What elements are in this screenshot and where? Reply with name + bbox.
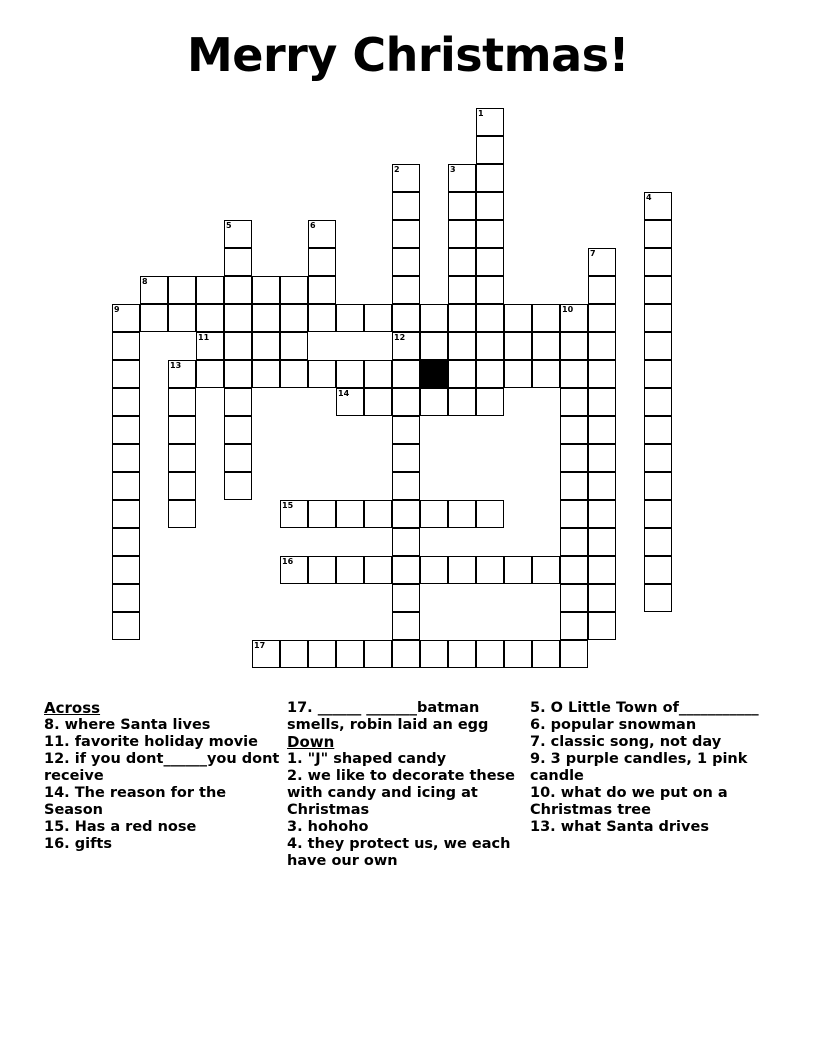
- grid-cell[interactable]: [504, 304, 532, 332]
- grid-cell[interactable]: [392, 192, 420, 220]
- grid-cell[interactable]: [476, 192, 504, 220]
- grid-cell[interactable]: [308, 640, 336, 668]
- grid-cell[interactable]: [588, 612, 616, 640]
- grid-cell[interactable]: [560, 556, 588, 584]
- grid-cell[interactable]: [420, 640, 448, 668]
- grid-cell[interactable]: [196, 276, 224, 304]
- grid-cell[interactable]: [448, 192, 476, 220]
- grid-cell-number: 15: [282, 501, 294, 510]
- grid-cell[interactable]: [560, 416, 588, 444]
- grid-cell[interactable]: [112, 556, 140, 584]
- grid-cell[interactable]: [252, 276, 280, 304]
- grid-cell[interactable]: [644, 556, 672, 584]
- grid-cell[interactable]: [336, 388, 364, 416]
- grid-cell-number: 6: [310, 221, 316, 230]
- grid-cell[interactable]: [392, 640, 420, 668]
- grid-cell[interactable]: [392, 388, 420, 416]
- grid-cell[interactable]: [252, 640, 280, 668]
- grid-cell[interactable]: [392, 220, 420, 248]
- grid-cell[interactable]: [308, 276, 336, 304]
- grid-cell[interactable]: [224, 388, 252, 416]
- grid-cell[interactable]: [560, 332, 588, 360]
- grid-cell[interactable]: [644, 360, 672, 388]
- grid-cell[interactable]: [112, 584, 140, 612]
- grid-cell[interactable]: [588, 360, 616, 388]
- grid-cell[interactable]: [560, 612, 588, 640]
- grid-cell[interactable]: [168, 276, 196, 304]
- grid-cell[interactable]: [560, 528, 588, 556]
- grid-cell[interactable]: [560, 388, 588, 416]
- grid-cell[interactable]: [392, 276, 420, 304]
- grid-cell[interactable]: [476, 220, 504, 248]
- grid-cell[interactable]: [588, 500, 616, 528]
- clue-across-16: 16. gifts: [44, 836, 112, 852]
- grid-cell[interactable]: [476, 248, 504, 276]
- clue-down-3: 3. hohoho: [287, 819, 369, 835]
- grid-cell[interactable]: [644, 416, 672, 444]
- grid-cell[interactable]: [224, 276, 252, 304]
- grid-cell[interactable]: [196, 332, 224, 360]
- grid-cell[interactable]: [476, 640, 504, 668]
- grid-cell[interactable]: [644, 220, 672, 248]
- grid-cell[interactable]: [112, 528, 140, 556]
- grid-cell-number: 17: [254, 641, 266, 650]
- clues-column-down-right: [530, 700, 774, 836]
- grid-cell-number: 14: [338, 389, 350, 398]
- grid-cell[interactable]: [476, 556, 504, 584]
- clues-column-middle: [287, 700, 527, 870]
- down-heading: Down: [287, 733, 335, 751]
- across-heading: Across: [44, 699, 101, 717]
- grid-cell[interactable]: [168, 360, 196, 388]
- grid-cell[interactable]: [420, 304, 448, 332]
- grid-cell[interactable]: [504, 360, 532, 388]
- grid-cell[interactable]: [364, 360, 392, 388]
- grid-cell[interactable]: [308, 304, 336, 332]
- grid-cell[interactable]: [392, 584, 420, 612]
- grid-cell[interactable]: [168, 416, 196, 444]
- grid-cell[interactable]: [420, 500, 448, 528]
- grid-cell[interactable]: [588, 276, 616, 304]
- clue-down-9: 9. 3 purple candles, 1 pink candle: [530, 751, 748, 784]
- clue-down-4: 4. they protect us, we each have our own: [287, 836, 511, 869]
- grid-cell[interactable]: [448, 640, 476, 668]
- grid-cell[interactable]: [448, 164, 476, 192]
- grid-cell[interactable]: [644, 500, 672, 528]
- grid-cell[interactable]: [308, 248, 336, 276]
- grid-cell[interactable]: [364, 556, 392, 584]
- grid-cell[interactable]: [336, 360, 364, 388]
- grid-cell[interactable]: [392, 416, 420, 444]
- grid-cell-number: 5: [226, 221, 232, 230]
- grid-cell[interactable]: [392, 164, 420, 192]
- grid-cell[interactable]: [588, 332, 616, 360]
- grid-cell-number: 4: [646, 193, 652, 202]
- grid-cell-number: 3: [450, 165, 456, 174]
- clue-down-5: 5. O Little Town of___________: [530, 700, 759, 716]
- clue-across-8: 8. where Santa lives: [44, 717, 211, 733]
- clue-down-1: 1. "J" shaped candy: [287, 751, 447, 767]
- grid-cell[interactable]: [644, 388, 672, 416]
- grid-cell[interactable]: [280, 304, 308, 332]
- grid-cell[interactable]: [476, 164, 504, 192]
- grid-cell[interactable]: [112, 304, 140, 332]
- grid-cell[interactable]: [224, 248, 252, 276]
- grid-cell-number: 2: [394, 165, 400, 174]
- grid-cell[interactable]: [224, 472, 252, 500]
- grid-cell[interactable]: [112, 332, 140, 360]
- grid-cell[interactable]: [364, 388, 392, 416]
- grid-cell[interactable]: [308, 556, 336, 584]
- grid-cell[interactable]: [644, 528, 672, 556]
- grid-cell[interactable]: [448, 276, 476, 304]
- grid-cell[interactable]: [448, 220, 476, 248]
- clue-down-10: 10. what do we put on a Christmas tree: [530, 785, 728, 818]
- grid-cell[interactable]: [280, 556, 308, 584]
- grid-cell[interactable]: [560, 640, 588, 668]
- clue-across-12: 12. if you dont______you dont receive: [44, 751, 280, 784]
- grid-cell-number: 12: [394, 333, 406, 342]
- grid-cell[interactable]: [448, 360, 476, 388]
- grid-cell[interactable]: [532, 304, 560, 332]
- grid-cell[interactable]: [560, 500, 588, 528]
- grid-cell[interactable]: [224, 360, 252, 388]
- grid-cell[interactable]: [560, 584, 588, 612]
- grid-cell[interactable]: [308, 360, 336, 388]
- grid-cell[interactable]: [336, 304, 364, 332]
- grid-cell[interactable]: [532, 332, 560, 360]
- grid-cell[interactable]: [588, 248, 616, 276]
- grid-cell-number: 8: [142, 277, 148, 286]
- grid-cell[interactable]: [280, 360, 308, 388]
- clues-column-across: [44, 700, 284, 853]
- grid-cell[interactable]: [560, 360, 588, 388]
- clue-across-11: 11. favorite holiday movie: [44, 734, 258, 750]
- grid-cell[interactable]: [112, 360, 140, 388]
- grid-cell[interactable]: [308, 500, 336, 528]
- grid-cell[interactable]: [392, 500, 420, 528]
- grid-cell[interactable]: [112, 612, 140, 640]
- grid-cell[interactable]: [168, 388, 196, 416]
- grid-cell[interactable]: [420, 388, 448, 416]
- grid-cell[interactable]: [476, 360, 504, 388]
- grid-cell[interactable]: [308, 220, 336, 248]
- grid-cell[interactable]: [448, 500, 476, 528]
- grid-cell[interactable]: [196, 304, 224, 332]
- grid-cell[interactable]: [504, 556, 532, 584]
- grid-cell[interactable]: [224, 220, 252, 248]
- clue-across-14: 14. The reason for the Season: [44, 785, 227, 818]
- grid-cell-number: 1: [478, 109, 484, 118]
- grid-cell[interactable]: [560, 304, 588, 332]
- grid-cell[interactable]: [476, 304, 504, 332]
- grid-cell[interactable]: [280, 640, 308, 668]
- grid-cell[interactable]: [392, 332, 420, 360]
- page-title: Merry Christmas!: [186, 28, 629, 82]
- grid-cell[interactable]: [644, 304, 672, 332]
- grid-cell[interactable]: [224, 444, 252, 472]
- grid-cell[interactable]: [532, 640, 560, 668]
- grid-cell[interactable]: [644, 332, 672, 360]
- grid-cell[interactable]: [448, 304, 476, 332]
- clues-section: [44, 700, 774, 970]
- grid-cell[interactable]: [392, 612, 420, 640]
- grid-cell[interactable]: [364, 304, 392, 332]
- grid-cell[interactable]: [392, 304, 420, 332]
- grid-cell[interactable]: [448, 332, 476, 360]
- grid-cell[interactable]: [392, 444, 420, 472]
- grid-cell[interactable]: [476, 332, 504, 360]
- crossword-grid: [0, 100, 816, 700]
- grid-cell[interactable]: [168, 444, 196, 472]
- grid-cell-number: 10: [562, 305, 574, 314]
- grid-cell[interactable]: [392, 472, 420, 500]
- clue-down-13: 13. what Santa drives: [530, 819, 709, 835]
- grid-cell-number: 13: [170, 361, 182, 370]
- clue-down-6: 6. popular snowman: [530, 717, 697, 733]
- grid-cell[interactable]: [392, 556, 420, 584]
- grid-cell[interactable]: [560, 472, 588, 500]
- clue-down-7: 7. classic song, not day: [530, 734, 722, 750]
- grid-cell[interactable]: [224, 416, 252, 444]
- grid-cell[interactable]: [644, 444, 672, 472]
- grid-cell[interactable]: [504, 332, 532, 360]
- grid-cell[interactable]: [364, 500, 392, 528]
- grid-cell[interactable]: [336, 500, 364, 528]
- grid-cell[interactable]: [112, 388, 140, 416]
- clue-across-15: 15. Has a red nose: [44, 819, 197, 835]
- grid-cell[interactable]: [504, 640, 532, 668]
- grid-cell[interactable]: [392, 248, 420, 276]
- grid-cell[interactable]: [560, 444, 588, 472]
- grid-cell[interactable]: [588, 528, 616, 556]
- grid-cell[interactable]: [644, 472, 672, 500]
- grid-cell[interactable]: [476, 136, 504, 164]
- grid-cell[interactable]: [588, 416, 616, 444]
- grid-cell[interactable]: [252, 304, 280, 332]
- grid-cell[interactable]: [644, 192, 672, 220]
- grid-cell[interactable]: [448, 248, 476, 276]
- clue-down-2: 2. we like to decorate these with candy and icing at Christmas: [287, 768, 516, 818]
- grid-cell[interactable]: [224, 332, 252, 360]
- grid-cell[interactable]: [168, 500, 196, 528]
- grid-cell[interactable]: [588, 304, 616, 332]
- grid-cell[interactable]: [476, 276, 504, 304]
- grid-cell-number: 16: [282, 557, 294, 566]
- grid-cell[interactable]: [140, 304, 168, 332]
- grid-cell[interactable]: [112, 444, 140, 472]
- grid-cell[interactable]: [168, 472, 196, 500]
- grid-cell[interactable]: [448, 556, 476, 584]
- grid-cell[interactable]: [112, 416, 140, 444]
- grid-cell[interactable]: [392, 360, 420, 388]
- clue-across-17: 17. ______ _______batman smells, robin laid an egg: [287, 700, 489, 733]
- grid-cell[interactable]: [588, 472, 616, 500]
- grid-cell[interactable]: [420, 332, 448, 360]
- grid-cell-blocked: [420, 360, 448, 388]
- grid-cell-number: 9: [114, 305, 120, 314]
- grid-cell[interactable]: [336, 556, 364, 584]
- grid-cell[interactable]: [588, 556, 616, 584]
- grid-cell[interactable]: [476, 500, 504, 528]
- grid-cell[interactable]: [644, 584, 672, 612]
- grid-cell[interactable]: [224, 304, 252, 332]
- grid-cell[interactable]: [168, 304, 196, 332]
- grid-cell[interactable]: [588, 444, 616, 472]
- grid-cell[interactable]: [532, 556, 560, 584]
- grid-cell[interactable]: [532, 360, 560, 388]
- grid-cell[interactable]: [644, 276, 672, 304]
- grid-cell[interactable]: [420, 556, 448, 584]
- grid-cell[interactable]: [252, 360, 280, 388]
- grid-cell[interactable]: [140, 276, 168, 304]
- grid-cell[interactable]: [448, 388, 476, 416]
- grid-cell[interactable]: [112, 500, 140, 528]
- grid-cell[interactable]: [280, 500, 308, 528]
- grid-cell-number: 11: [198, 333, 210, 342]
- grid-cell[interactable]: [280, 332, 308, 360]
- grid-cell[interactable]: [252, 332, 280, 360]
- grid-cell[interactable]: [392, 528, 420, 556]
- grid-cell[interactable]: [644, 248, 672, 276]
- grid-cell[interactable]: [588, 584, 616, 612]
- grid-cell[interactable]: [336, 640, 364, 668]
- grid-cell[interactable]: [280, 276, 308, 304]
- grid-cell[interactable]: [588, 388, 616, 416]
- grid-cell[interactable]: [364, 640, 392, 668]
- grid-cell[interactable]: [476, 388, 504, 416]
- grid-cell[interactable]: [196, 360, 224, 388]
- grid-cell[interactable]: [476, 108, 504, 136]
- grid-cell-number: 7: [590, 249, 596, 258]
- grid-cell[interactable]: [112, 472, 140, 500]
